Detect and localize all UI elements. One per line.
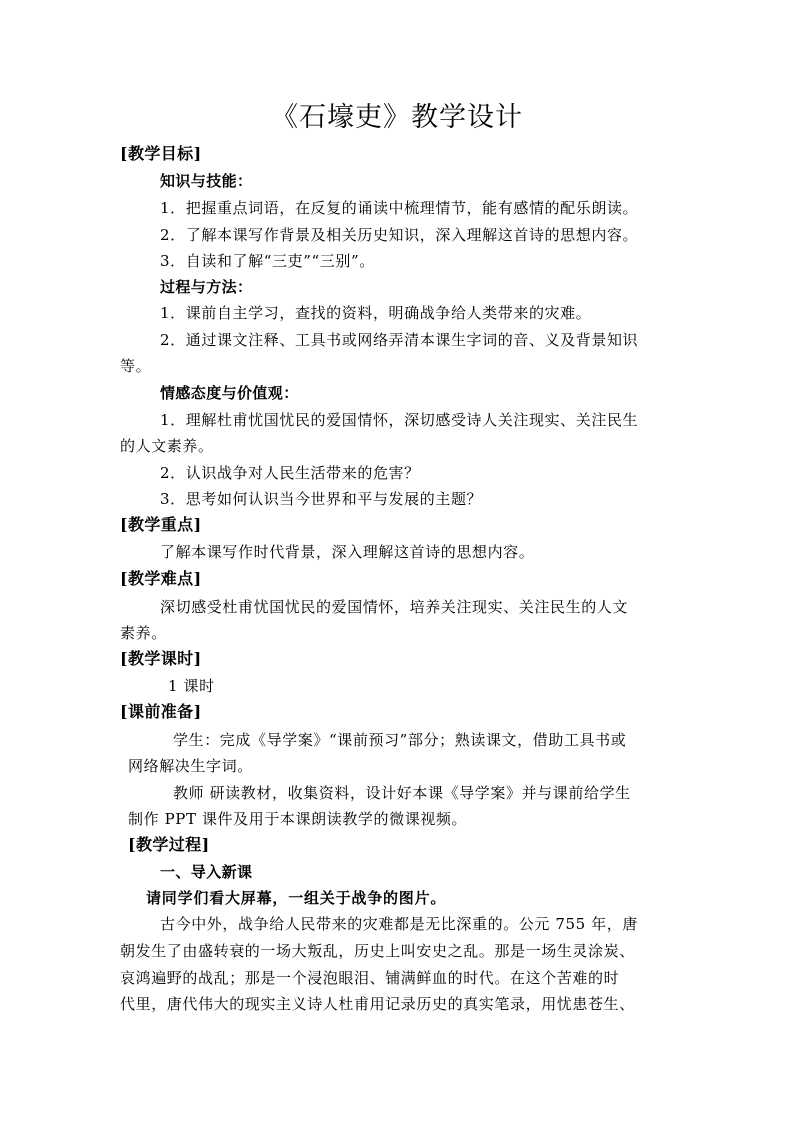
emotion-item-3: 3．思考如何认识当今世界和平与发展的主题？ <box>160 490 483 508</box>
key-point-text: 了解本课写作时代背景，深入理解这首诗的思想内容。 <box>160 543 535 561</box>
emotion-item-1: 1．理解杜甫忧国忧民的爱国情怀，深切感受诗人关注现实、关注民生 <box>160 411 639 429</box>
process-item-2-cont: 等。 <box>120 357 152 375</box>
preparation-teacher-line-2: 制作 PPT 课件及用于本课朗读教学的微课视频。 <box>128 810 468 828</box>
preparation-teacher-line-1: 教师 研读教材，收集资料，设计好本课《导学案》并与课前给学生 <box>173 784 631 802</box>
process-item-1: 1．课前自主学习，查找的资料，明确战争给人类带来的灾难。 <box>160 304 592 322</box>
process-method-heading: 过程与方法： <box>160 278 253 296</box>
emotion-heading: 情感态度与价值观： <box>160 384 299 402</box>
document-title: 《石壕吏》教学设计 <box>271 102 523 133</box>
knowledge-heading: 知识与技能： <box>160 172 253 190</box>
key-point-header: [教学重点] <box>120 515 202 534</box>
hours-text: 1 课时 <box>168 677 215 695</box>
intro-paragraph-line-2: 朝发生了由盛转衰的一场大叛乱，历史上叫安史之乱。那是一场生灵涂炭、 <box>120 942 635 960</box>
knowledge-item-1: 1．把握重点词语，在反复的诵读中梳理情节，能有感情的配乐朗读。 <box>160 199 639 217</box>
preparation-student-line-1: 学生：完成《导学案》“课前预习”部分；熟读课文，借助工具书或 <box>173 731 627 749</box>
emotion-item-2: 2．认识战争对人民生活带来的危害？ <box>160 464 420 482</box>
intro-paragraph-line-1: 古今中外，战争给人民带来的灾难都是无比深重的。公元 755 年，唐 <box>160 915 638 933</box>
intro-paragraph-line-3: 哀鸿遍野的战乱；那是一个浸泡眼泪、铺满鲜血的时代。在这个苦难的时 <box>120 969 620 987</box>
difficulty-line-2: 素养。 <box>120 624 167 642</box>
knowledge-item-3: 3．自读和了解“三吏”“三别”。 <box>160 252 375 270</box>
intro-paragraph-line-4: 代里，唐代伟大的现实主义诗人杜甫用记录历史的真实笔录，用忧患苍生、 <box>120 995 635 1013</box>
hours-header: [教学课时] <box>120 649 202 668</box>
difficulty-line-1: 深切感受杜甫忧国忧民的爱国情怀，培养关注现实、关注民生的人文 <box>160 598 629 616</box>
process-item-2: 2．通过课文注释、工具书或网络弄清本课生字词的音、义及背景知识 <box>160 331 639 349</box>
preparation-student-line-2: 网络解决生字词。 <box>128 757 253 775</box>
knowledge-item-2: 2．了解本课写作背景及相关历史知识，深入理解这首诗的思想内容。 <box>160 226 639 244</box>
objectives-header: [教学目标] <box>120 144 202 163</box>
difficulty-header: [教学难点] <box>120 569 202 588</box>
preparation-header: [课前准备] <box>120 702 202 721</box>
step1-bold-instruction: 请同学们看大屏幕，一组关于战争的图片。 <box>146 889 447 907</box>
teaching-process-header: [教学过程] <box>128 835 210 854</box>
emotion-item-1-cont: 的人文素养。 <box>120 437 214 455</box>
step1-heading: 一、导入新课 <box>160 863 253 881</box>
